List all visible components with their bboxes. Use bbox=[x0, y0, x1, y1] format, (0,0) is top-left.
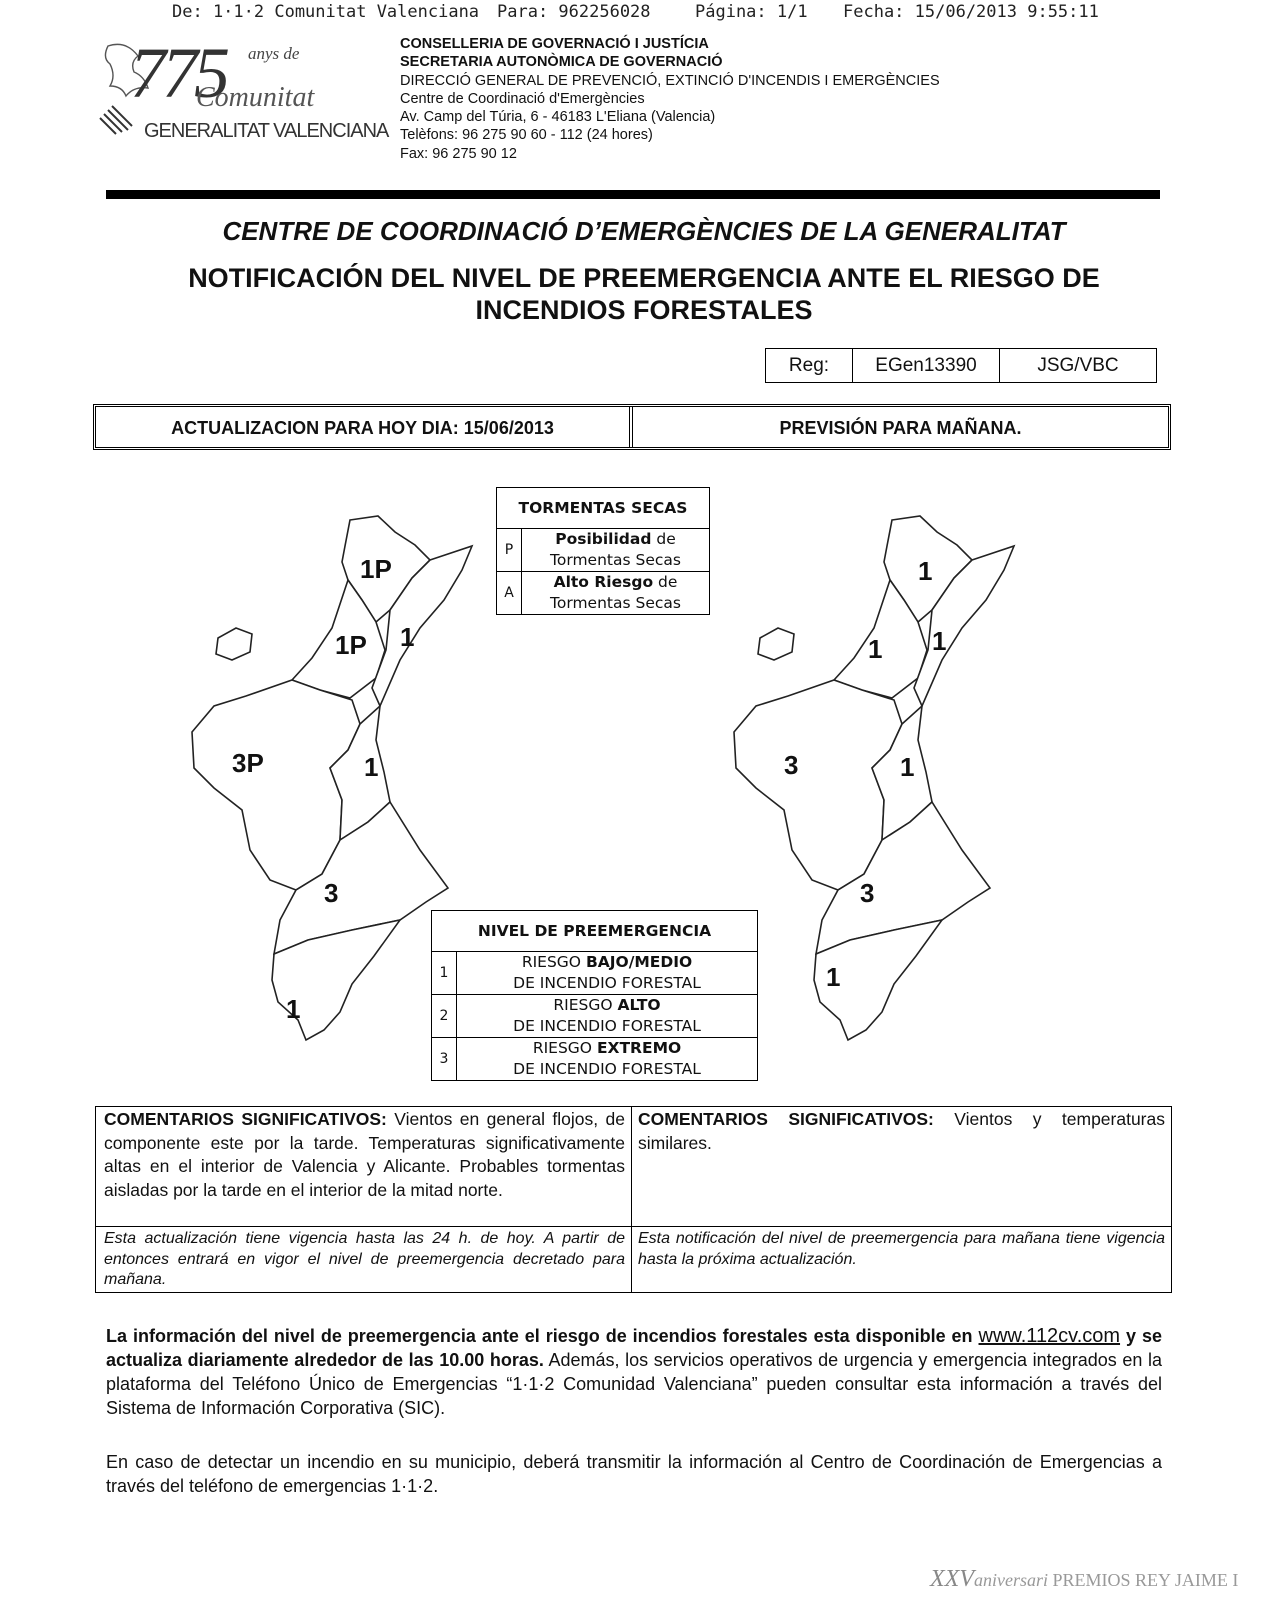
nivel-key: 3 bbox=[432, 1038, 457, 1081]
map-tomorrow-zones bbox=[734, 516, 1014, 1040]
label-today-litoral-valencia: 1 bbox=[364, 752, 379, 782]
tormentas-key: A bbox=[497, 572, 522, 615]
zone-rincon-ademuz bbox=[758, 628, 794, 660]
label-today-sur-valencia: 3 bbox=[324, 878, 339, 908]
nivel-desc: RIESGO ALTO DE INCENDIO FORESTAL bbox=[457, 995, 758, 1038]
label-tomorrow-litoral-castello: 1 bbox=[932, 626, 947, 656]
update-bar bbox=[93, 404, 1171, 450]
label-tomorrow-litoral-valencia: 1 bbox=[900, 752, 915, 782]
info-paragraph bbox=[106, 1324, 1162, 1420]
logo-org-name: GENERALITAT VALENCIANA bbox=[144, 120, 389, 142]
label-today-litoral-alacant: 1 bbox=[286, 994, 301, 1024]
fax-to: Para: 962256028 bbox=[497, 2, 651, 22]
registry-table bbox=[765, 348, 1157, 383]
label-tomorrow-els-ports: 1 bbox=[918, 556, 933, 586]
fax-date: Fecha: 15/06/2013 9:55:11 bbox=[843, 2, 1099, 22]
comments-tomorrow-label: COMENTARIOS SIGNIFICATIVOS: bbox=[638, 1109, 934, 1129]
label-today-litoral-castello: 1 bbox=[400, 622, 415, 652]
tormentas-desc: Alto Riesgo de Tormentas Secas bbox=[522, 572, 710, 615]
website-link[interactable]: www.112cv.com bbox=[978, 1325, 1121, 1347]
letterhead-secretaria: SECRETARIA AUTONÒMICA DE GOVERNACIÓ bbox=[400, 54, 723, 71]
logo-anys: anys de bbox=[248, 44, 300, 63]
nivel-desc: RIESGO BAJO/MEDIO DE INCENDIO FORESTAL bbox=[457, 952, 758, 995]
nivel-desc: RIESGO EXTREMO DE INCENDIO FORESTAL bbox=[457, 1038, 758, 1081]
tormentas-legend-row bbox=[497, 529, 710, 572]
logo-number: 775 bbox=[130, 33, 226, 113]
tormentas-desc: Posibilidad de Tormentas Secas bbox=[522, 529, 710, 572]
letterhead-phones: Telèfons: 96 275 90 60 - 112 (24 hores) bbox=[400, 127, 653, 144]
nivel-legend-row bbox=[432, 1038, 758, 1081]
logo-comunitat: Comunitat bbox=[196, 82, 315, 113]
tormentas-legend-header: TORMENTAS SECAS bbox=[497, 488, 710, 529]
letterhead-direccio: DIRECCIÓ GENERAL DE PREVENCIÓ, EXTINCIÓ D'INCENDIS I EMERGÈNCIES bbox=[400, 72, 940, 89]
letterhead-address: Av. Camp del Túria, 6 - 46183 L'Eliana (Valencia) bbox=[400, 109, 716, 126]
label-tomorrow-interior-valencia: 3 bbox=[784, 750, 799, 780]
info-bold-2: y se actualiza diariamente alrededor de las 10.00 horas. bbox=[106, 1326, 1162, 1370]
map-today-zones bbox=[192, 516, 472, 1040]
fire-report-paragraph: En caso de detectar un incendio en su municipio, deberá transmitir la información al Centro de Coordinación de Emergencias a través del teléfono de emergencias 1·1·2. bbox=[106, 1452, 1162, 1496]
document-title-line1: NOTIFICACIÓN DEL NIVEL DE PREEMERGENCIA ANTE EL RIESGO DE bbox=[188, 263, 1100, 293]
nivel-key: 2 bbox=[432, 995, 457, 1038]
centre-title: CENTRE DE COORDINACIÓ D’EMERGÈNCIES DE LA GENERALITAT bbox=[222, 216, 1066, 246]
fax-page: Página: 1/1 bbox=[695, 2, 808, 22]
letterhead-conselleria: CONSELLERIA DE GOVERNACIÓ I JUSTÍCIA bbox=[400, 36, 709, 52]
header-rule bbox=[106, 190, 1160, 199]
info-bold-1: La información del nivel de preemergencia ante el riesgo de incendios forestales esta disponible en bbox=[106, 1326, 973, 1346]
reg-label: Reg: bbox=[766, 349, 853, 383]
comments-box bbox=[95, 1106, 1172, 1293]
document-title bbox=[0, 262, 1288, 326]
letterhead-centre: Centre de Coordinació d'Emergències bbox=[400, 90, 645, 107]
letterhead-fax: Fax: 96 275 90 12 bbox=[400, 145, 517, 162]
tormentas-legend-row bbox=[497, 572, 710, 615]
map-tomorrow bbox=[722, 510, 1022, 1070]
nivel-legend bbox=[431, 910, 758, 1081]
footer-xxv: XXV bbox=[930, 1566, 974, 1592]
today-heading: ACTUALIZACION PARA HOY DIA: 15/06/2013 bbox=[171, 418, 554, 438]
document-title-line2: INCENDIOS FORESTALES bbox=[475, 295, 813, 325]
label-tomorrow-litoral-alacant: 1 bbox=[826, 962, 841, 992]
tormentas-legend bbox=[496, 487, 710, 615]
label-today-interior-valencia: 3P bbox=[232, 748, 264, 778]
nivel-legend-header: NIVEL DE PREEMERGENCIA bbox=[432, 911, 758, 952]
label-tomorrow-sur-valencia: 3 bbox=[860, 878, 875, 908]
reg-initials: JSG/VBC bbox=[1000, 349, 1157, 383]
letterhead bbox=[400, 35, 940, 163]
comments-tomorrow-text: Vientos y temperaturas similares. bbox=[638, 1109, 1165, 1153]
comments-today-text: Vientos en general flojos, de componente este por la tarde. Temperaturas significativamente altas en el interior de Valencia y Alicante. Probables tormentas aisladas por la tarde en el interior de la mitad norte. bbox=[104, 1109, 625, 1200]
comments-today-note: Esta actualización tiene vigencia hasta las 24 h. de hoy. A partir de entonces entrará en vigor el nivel de preemergencia decretado para mañana. bbox=[104, 1230, 625, 1288]
label-today-alt-maestrat: 1P bbox=[335, 630, 367, 660]
nivel-legend-row bbox=[432, 995, 758, 1038]
tomorrow-heading: PREVISIÓN PARA MAÑANA. bbox=[779, 418, 1022, 438]
footer-watermark bbox=[930, 1566, 1238, 1593]
footer-premios: PREMIOS REY JAIME I bbox=[1052, 1570, 1239, 1590]
nivel-key: 1 bbox=[432, 952, 457, 995]
comments-today-label: COMENTARIOS SIGNIFICATIVOS: bbox=[104, 1109, 387, 1129]
label-today-els-ports: 1P bbox=[360, 554, 392, 584]
generalitat-logo bbox=[98, 33, 389, 150]
reg-code: EGen13390 bbox=[853, 349, 1000, 383]
zone-rincon-ademuz bbox=[216, 628, 252, 660]
footer-aniversari: aniversari bbox=[973, 1570, 1048, 1590]
label-tomorrow-alt-maestrat: 1 bbox=[868, 634, 883, 664]
info-rest: Además, los servicios operativos de urgencia y emergencia integrados en la plataforma del Teléfono Único de Emergencias “1·1·2 Comunidad Valenciana” pueden consultar esta información a través del Sistema de Información Corporativa (SIC). bbox=[106, 1350, 1162, 1418]
nivel-legend-row bbox=[432, 952, 758, 995]
fax-from: De: 1·1·2 Comunitat Valenciana bbox=[172, 2, 480, 22]
tormentas-key: P bbox=[497, 529, 522, 572]
comments-tomorrow-note: Esta notificación del nivel de preemergencia para mañana tiene vigencia hasta la próxima actualización. bbox=[638, 1230, 1165, 1268]
